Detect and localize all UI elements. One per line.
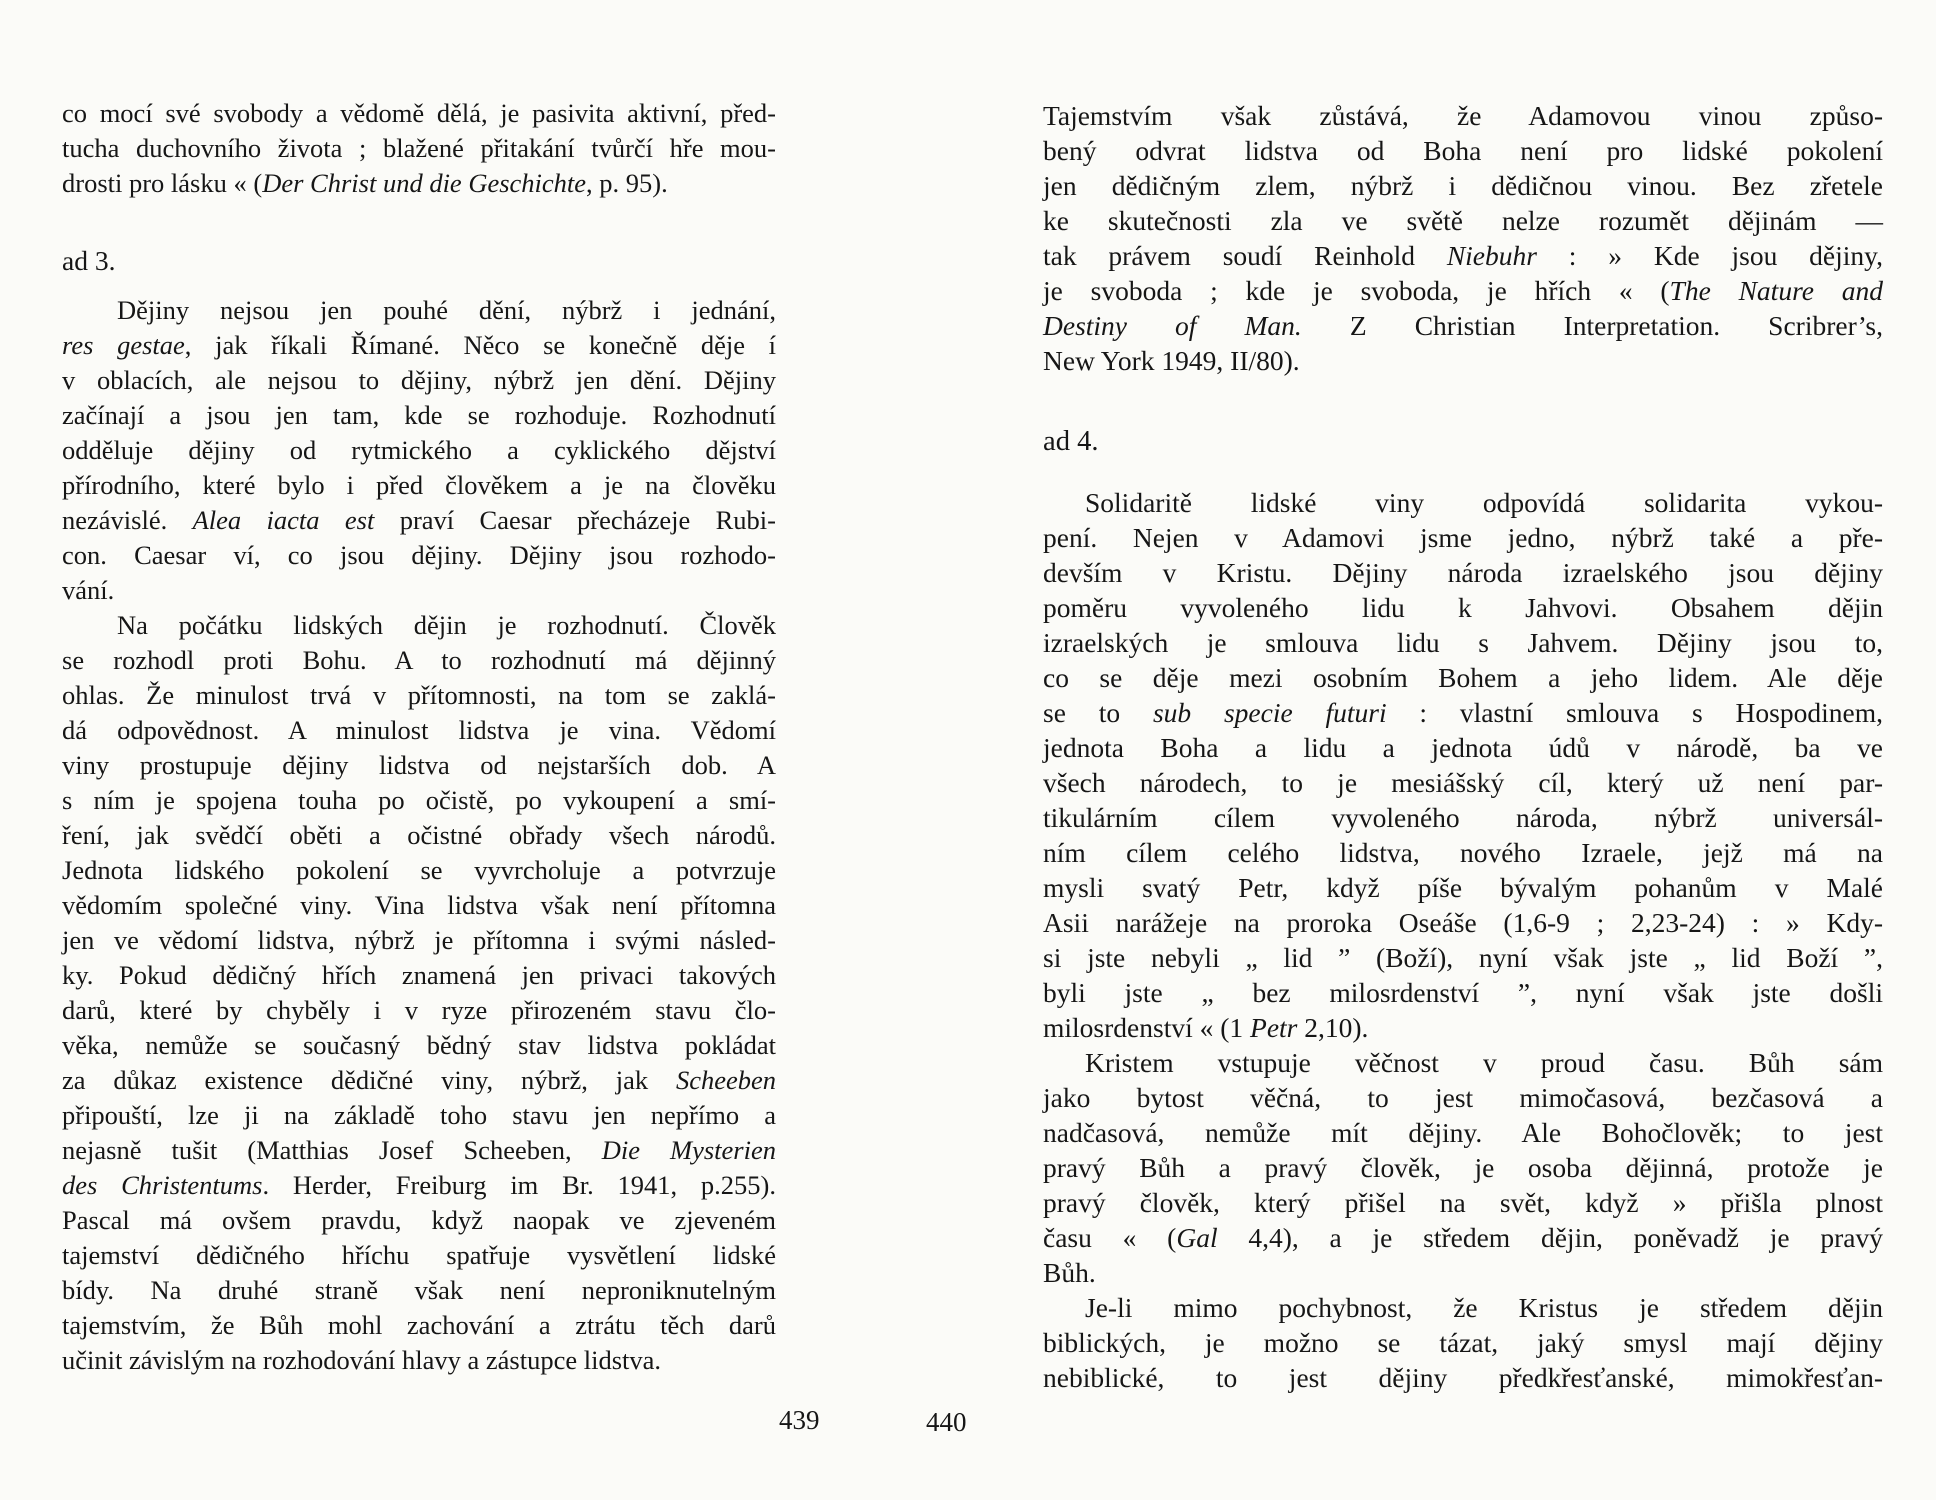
text-line: ření, jak svědčí oběti a očistné obřady všech národů. — [62, 820, 776, 850]
text-line: se to sub specie futuri : vlastní smlouva s Hospodinem, — [1043, 697, 1883, 728]
text-line: con. Caesar ví, co jsou dějiny. Dějiny jsou rozhodo- — [62, 540, 776, 570]
text-line: Tajemstvím však zůstává, že Adamovou vinou způso- — [1043, 100, 1883, 131]
paragraph — [62, 293, 776, 608]
text-line: res gestae, jak říkali Římané. Něco se konečně děje í — [62, 330, 776, 360]
text-line: biblických, je možno se tázat, jaký smysl mají dějiny — [1043, 1327, 1883, 1358]
text-line: byli jste „ bez milosrdenství ”, nyní však jste došli — [1043, 977, 1883, 1008]
text-line: Na počátku lidských dějin je rozhodnutí. Člověk — [117, 610, 776, 640]
text-line: tak právem soudí Reinhold Niebuhr : » Kde jsou dějiny, — [1043, 240, 1883, 271]
text-line: milosrdenství « (1 Petr 2,10). — [1043, 1012, 1369, 1043]
text-line: ke skutečnosti zla ve světě nelze rozumět dějinám — — [1043, 205, 1883, 236]
text-line: za důkaz existence dědičné viny, nýbrž, jak Scheeben — [62, 1065, 776, 1095]
text-line: se rozhodl proti Bohu. A to rozhodnutí má dějinný — [62, 645, 776, 675]
text-line: nebiblické, to jest dějiny předkřesťanské, mimokřesťan- — [1043, 1362, 1883, 1393]
text-line: nezávislé. Alea iacta est praví Caesar přecházeje Rubi- — [62, 505, 776, 535]
paragraph — [1043, 98, 1883, 378]
text-line: ohlas. Že minulost trvá v přítomnosti, na tom se zaklá- — [62, 680, 776, 710]
text-line: poměru vyvoleného lidu k Jahvovi. Obsahem dějin — [1043, 592, 1883, 623]
text-line: dá odpovědnost. A minulost lidstva je vina. Vědomí — [62, 715, 776, 745]
paragraph — [1043, 1045, 1883, 1290]
text-line: všech národech, to je mesiášský cíl, který už není par- — [1043, 767, 1883, 798]
text-line: bený odvrat lidstva od Boha není pro lidské pokolení — [1043, 135, 1883, 166]
text-line: izraelských je smlouva lidu s Jahvem. Dějiny jsou to, — [1043, 627, 1883, 658]
text-line: odděluje dějiny od rytmického a cyklického dějství — [62, 435, 776, 465]
text-line: drosti pro lásku « (Der Christ und die Geschichte, p. 95). — [62, 168, 668, 198]
right-page-text-column — [1043, 98, 1883, 1395]
right-page-number: 440 — [926, 1407, 967, 1437]
text-line: vání. — [62, 575, 115, 605]
text-line: vědomím společné viny. Vina lidstva však není přítomna — [62, 890, 776, 920]
text-line: Dějiny nejsou jen pouhé dění, nýbrž i jednání, — [117, 295, 776, 325]
text-line: přírodního, které bylo i před člověkem a je na člověku — [62, 470, 776, 500]
text-line: si jste nebyli „ lid ” (Boží), nyní však jste „ lid Boží ”, — [1043, 942, 1883, 973]
text-line: jednota Boha a lidu a jednota údů v národě, ba ve — [1043, 732, 1883, 763]
text-line: Asii narážeje na proroka Oseáše (1,6-9 ; 2,23-24) : » Kdy- — [1043, 907, 1883, 938]
paragraph — [62, 96, 776, 201]
section-heading: ad 3. — [62, 245, 116, 276]
text-line: des Christentums. Herder, Freiburg im Br. 1941, p.255). — [62, 1170, 776, 1200]
left-page-text-column — [62, 96, 776, 1378]
text-line: New York 1949, II/80). — [1043, 345, 1300, 376]
text-line: Je-li mimo pochybnost, že Kristus je středem dějin — [1085, 1292, 1883, 1323]
text-line: Kristem vstupuje věčnost v proud času. Bůh sám — [1085, 1047, 1883, 1078]
paragraph — [1043, 1290, 1883, 1395]
text-line: pení. Nejen v Adamovi jsme jedno, nýbrž také a pře- — [1043, 522, 1883, 553]
left-page-number: 439 — [779, 1405, 820, 1435]
text-line: darů, které by chyběly i v ryze přirozeném stavu člo- — [62, 995, 776, 1025]
text-line: ky. Pokud dědičný hřích znamená jen privaci takových — [62, 960, 776, 990]
text-line: připouští, lze ji na základě toho stavu jen nepřímo a — [62, 1100, 776, 1130]
text-line: devším v Kristu. Dějiny národa izraelského jsou dějiny — [1043, 557, 1883, 588]
text-line: co mocí své svobody a vědomě dělá, je pasivita aktivní, před- — [62, 98, 776, 128]
text-line: je svoboda ; kde je svoboda, je hřích « (The Nature and — [1043, 275, 1883, 306]
text-line: Pascal má ovšem pravdu, když naopak ve zjeveném — [62, 1205, 776, 1235]
text-line: v oblacích, ale nejsou to dějiny, nýbrž jen dění. Dějiny — [62, 365, 776, 395]
text-line: Jednota lidského pokolení se vyvrcholuje a potvrzuje — [62, 855, 776, 885]
text-line: tucha duchovního života ; blažené přitakání tvůrčí hře mou- — [62, 133, 776, 163]
text-line: bídy. Na druhé straně však není neproniknutelným — [62, 1275, 776, 1305]
text-line: věka, nemůže se současný bědný stav lidstva pokládat — [62, 1030, 776, 1060]
text-line: tajemství dědičného hříchu spatřuje vysvětlení lidské — [62, 1240, 776, 1270]
paragraph — [1043, 485, 1883, 1045]
text-line: tajemstvím, že Bůh mohl zachování a ztrátu těch darů — [62, 1310, 776, 1340]
text-line: tikulárním cílem vyvoleného národa, nýbrž universál- — [1043, 802, 1883, 833]
paragraph — [62, 608, 776, 1378]
text-line: ním cílem celého lidstva, nového Izraele, jejž má na — [1043, 837, 1883, 868]
text-line: nejasně tušit (Matthias Josef Scheeben, Die Mysterien — [62, 1135, 776, 1165]
text-line: s ním je spojena touha po očistě, po vykoupení a smí- — [62, 785, 776, 815]
text-line: začínají a jsou jen tam, kde se rozhoduje. Rozhodnutí — [62, 400, 776, 430]
text-line: Solidaritě lidské viny odpovídá solidarita vykou- — [1085, 487, 1883, 518]
text-line: pravý člověk, který přišel na svět, když » přišla plnost — [1043, 1187, 1883, 1218]
text-line: Bůh. — [1043, 1257, 1096, 1288]
text-line: jako bytost věčná, to jest mimočasová, bezčasová a — [1043, 1082, 1883, 1113]
section-heading: ad 4. — [1043, 426, 1099, 457]
text-line: jen dědičným zlem, nýbrž i dědičnou vinou. Bez zřetele — [1043, 170, 1883, 201]
text-line: mysli svatý Petr, když píše bývalým pohanům v Malé — [1043, 872, 1883, 903]
text-line: pravý Bůh a pravý člověk, je osoba dějinná, protože je — [1043, 1152, 1883, 1183]
text-line: co se děje mezi osobním Bohem a jeho lidem. Ale děje — [1043, 662, 1883, 693]
text-line: jen ve vědomí lidstva, nýbrž je přítomna i svými násled- — [62, 925, 776, 955]
text-line: viny prostupuje dějiny lidstva od nejstarších dob. A — [62, 750, 776, 780]
text-line: učinit závislým na rozhodování hlavy a zástupce lidstva. — [62, 1345, 662, 1375]
text-line: Destiny of Man. Z Christian Interpretation. Scribrer’s, — [1043, 310, 1883, 341]
text-line: času « (Gal 4,4), a je středem dějin, poněvadž je pravý — [1043, 1222, 1883, 1253]
text-line: nadčasová, nemůže mít dějiny. Ale Bohočlověk; to jest — [1043, 1117, 1883, 1148]
